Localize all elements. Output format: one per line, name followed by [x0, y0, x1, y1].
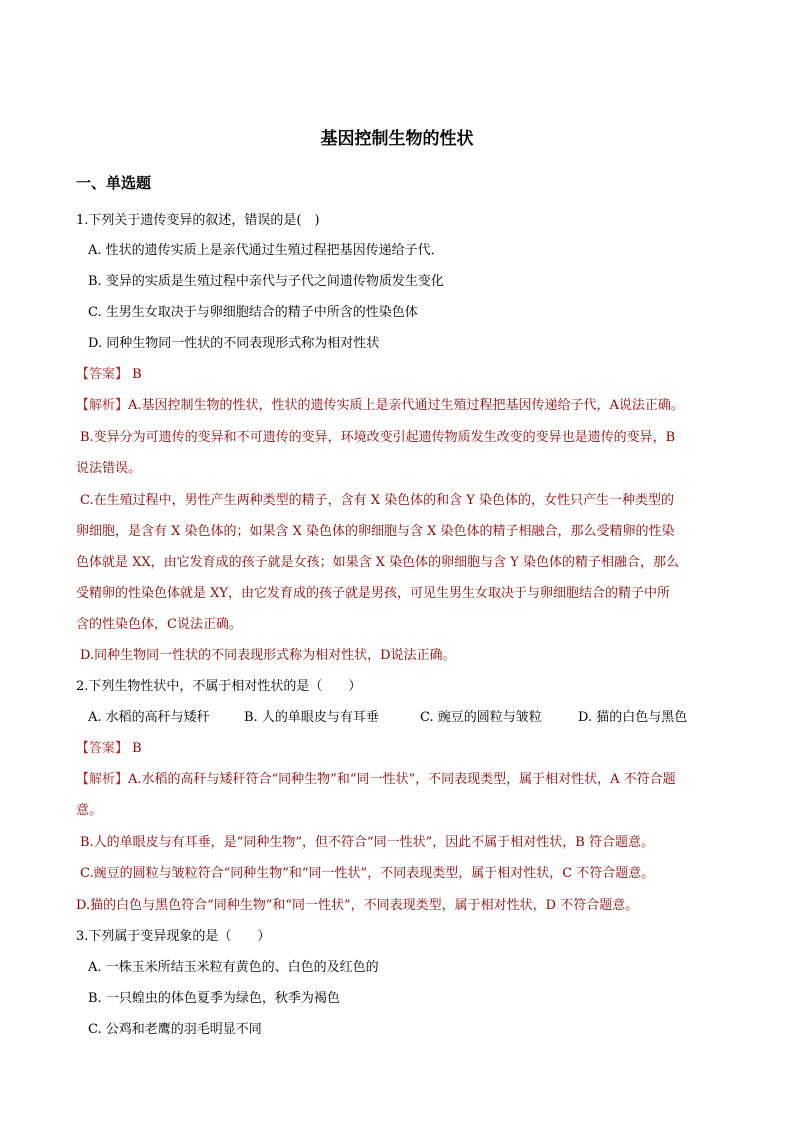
question-3-option-c: C. 公鸡和老鹰的羽毛明显不同: [88, 1022, 262, 1037]
question-1-analysis-line: 受精卵的性染色体就是 XY，由它发育成的孩子就是男孩，可见生男生女取决于与卵细胞结合的精子中所: [76, 586, 670, 601]
answer-value: B: [132, 741, 142, 756]
analysis-label: 【解析】: [76, 398, 129, 413]
page-title: 基因控制生物的性状: [320, 129, 474, 149]
question-2-analysis-line: [76, 771, 676, 789]
analysis-label: 【解析】: [76, 772, 129, 787]
question-1-analysis-line: B.变异分为可遗传的变异和不可遗传的变异，环境改变引起遗传物质发生改变的变异也是遗传的变异，B: [80, 430, 676, 445]
question-1-option-a: A. 性状的遗传实质上是亲代通过生殖过程把基因传递给子代．: [88, 243, 444, 258]
question-2-option-d: D. 猫的白色与黑色: [578, 710, 688, 725]
question-2-analysis-line: 意。: [76, 803, 103, 818]
analysis-text: A.水稻的高秆与矮秆符合“同种生物”和“同一性状”，不同表现类型，属于相对性状，A 不符合题: [128, 772, 676, 787]
question-2-option-a: A. 水稻的高秆与矮秆: [88, 710, 210, 725]
question-3-stem: 3.下列属于变异现象的是（ ）: [76, 929, 271, 944]
question-1-analysis-line: 色体就是 XX，由它发育成的孩子就是女孩；如果含 X 染色体的卵细胞与含 Y 染色体的精子相融合，那么: [76, 555, 680, 570]
question-1-analysis-line: 说法错误。: [76, 461, 142, 476]
question-2-option-c: C. 豌豆的圆粒与皱粒: [420, 710, 542, 725]
question-2-stem: 2.下列生物性状中，不属于相对性状的是（ ）: [76, 679, 362, 694]
question-1-analysis-line: D.同种生物同一性状的不同表现形式称为相对性状，D说法正确。: [80, 648, 456, 663]
question-1-stem: 1.下列关于遗传变异的叙述，错误的是( ): [76, 213, 320, 228]
section-heading: 一、单选题: [76, 174, 152, 192]
question-2-analysis-line: C.豌豆的圆粒与皱粒符合“同种生物”和“同一性状”，不同表现类型，属于相对性状，C 不符合题意。: [80, 866, 655, 881]
question-1-analysis-line: C.在生殖过程中，男性产生两种类型的精子，含有 X 染色体的和含 Y 染色体的，女性只产生一种类型的: [80, 493, 674, 508]
question-2-option-b: B. 人的单眼皮与有耳垂: [244, 710, 379, 725]
question-2-answer: [76, 740, 142, 758]
question-1-option-c: C. 生男生女取决于与卵细胞结合的精子中所含的性染色体: [88, 305, 418, 320]
analysis-text: A.基因控制生物的性状，性状的遗传实质上是亲代通过生殖过程把基因传递给子代，A说法正确。: [128, 398, 684, 413]
question-1-analysis-line: 含的性染色体，C说法正确。: [76, 617, 242, 632]
answer-label: 【答案】: [76, 367, 129, 382]
answer-label: 【答案】: [76, 741, 129, 756]
question-1-option-d: D. 同种生物同一性状的不同表现形式称为相对性状: [88, 336, 380, 351]
question-1-analysis-line: 卵细胞，是含有 X 染色体的；如果含 X 染色体的卵细胞与含 X 染色体的精子相融合，那么受精卵的性染: [76, 524, 675, 539]
question-1-option-b: B. 变异的实质是生殖过程中亲代与子代之间遗传物质发生变化: [88, 274, 444, 289]
answer-value: B: [132, 367, 142, 382]
question-1-analysis-line: [76, 397, 684, 415]
question-2-analysis-line: B.人的单眼皮与有耳垂，是“同种生物”，但不符合“同一性状”，因此不属于相对性状，B 符合题意。: [80, 835, 654, 850]
question-1-answer: [76, 366, 142, 384]
question-3-option-a: A. 一株玉米所结玉米粒有黄色的、白色的及红色的: [88, 960, 379, 975]
question-2-analysis-line: D.猫的白色与黑色符合“同种生物”和“同一性状”，不同表现类型，属于相对性状，D 不符合题意。: [76, 898, 639, 913]
question-3-option-b: B. 一只蝗虫的体色夏季为绿色，秋季为褐色: [88, 991, 340, 1006]
